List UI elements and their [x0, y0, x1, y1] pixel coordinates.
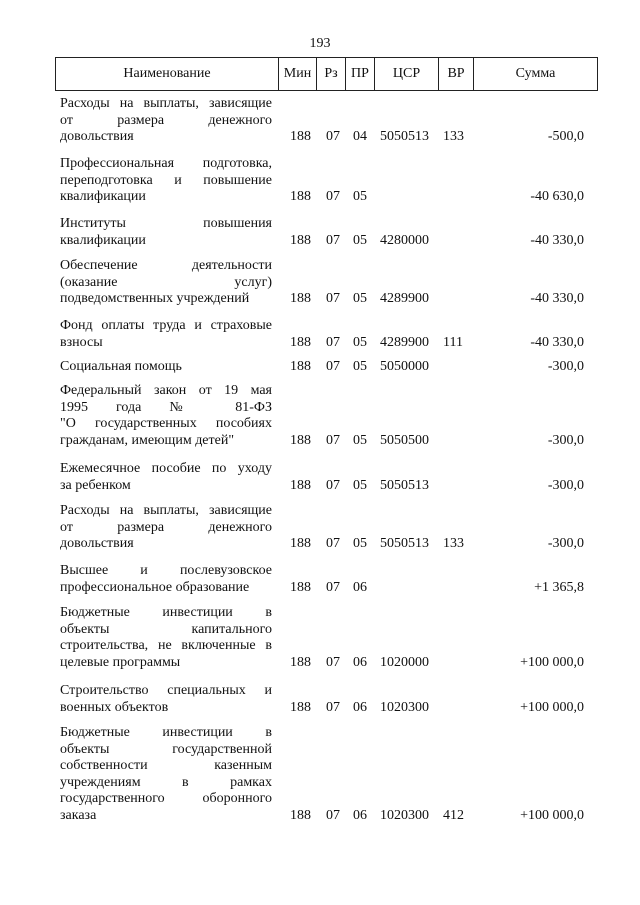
row-name: [60, 383, 272, 449]
cell-min: 188: [290, 699, 311, 715]
row-name-line: Расходы на выплаты, зависящие: [60, 503, 272, 518]
cell-pr: 06: [353, 654, 367, 670]
row-name: [60, 359, 272, 376]
cell-sum: -40 330,0: [530, 232, 584, 248]
cell-rz: 07: [326, 579, 340, 595]
row-name: [60, 503, 272, 553]
row-name-line: целевые программы: [60, 654, 181, 670]
row-name: [60, 258, 272, 308]
cell-sum: +100 000,0: [520, 699, 584, 715]
row-name-line: собственности казенным: [60, 758, 272, 773]
row-name-line: квалификации: [60, 232, 146, 248]
row-name-line: (оказание услуг): [60, 274, 272, 290]
row-name-line: переподготовка и повышение: [60, 172, 272, 188]
row-name-line: Бюджетные инвестиции в: [60, 725, 272, 740]
cell-min: 188: [290, 232, 311, 248]
cell-csr: 1020300: [380, 699, 429, 715]
cell-vr: 111: [443, 334, 463, 350]
cell-rz: 07: [326, 477, 340, 493]
row-name-line: заказа: [60, 807, 97, 823]
row-name: [60, 563, 272, 596]
row-name: [60, 683, 272, 716]
row-name-line: военных объектов: [60, 699, 169, 715]
cell-pr: 05: [353, 432, 367, 448]
cell-sum: +100 000,0: [520, 654, 584, 670]
table-row: [0, 725, 640, 824]
row-name-line: строительства, не включенные в: [60, 638, 272, 653]
table-row: [0, 461, 640, 494]
cell-pr: 05: [353, 291, 367, 306]
cell-min: 188: [290, 477, 311, 493]
row-name-line: профессиональное образование: [60, 579, 250, 595]
cell-pr: 06: [353, 699, 367, 715]
cell-min: 188: [290, 536, 311, 551]
cell-sum: -300,0: [547, 359, 584, 374]
cell-sum: -500,0: [547, 129, 584, 144]
column-header-min: Мин: [279, 58, 317, 91]
cell-min: 188: [290, 129, 311, 144]
row-name-line: Обеспечение деятельности: [60, 258, 272, 273]
cell-rz: 07: [326, 291, 340, 306]
cell-sum: +1 365,8: [534, 579, 584, 595]
cell-csr: 5050513: [380, 536, 429, 551]
row-name: [60, 461, 272, 494]
cell-min: 188: [290, 359, 311, 374]
cell-csr: 1020000: [380, 654, 429, 670]
cell-sum: +100 000,0: [520, 807, 584, 823]
table-row: [0, 683, 640, 716]
cell-pr: 05: [353, 232, 367, 248]
row-name-line: Фонд оплаты труда и страховые: [60, 318, 272, 333]
table-row: [0, 318, 640, 351]
row-name: [60, 605, 272, 671]
table-row: [0, 156, 640, 206]
row-name-line: Социальная помощь: [60, 359, 182, 374]
cell-min: 188: [290, 654, 311, 670]
cell-pr: 05: [353, 189, 367, 204]
row-name-line: Бюджетные инвестиции в: [60, 605, 272, 620]
row-name-line: учреждениям в рамках: [60, 774, 272, 790]
row-name-line: квалификации: [60, 189, 146, 204]
page-number: 193: [309, 36, 331, 51]
row-name-line: за ребенком: [60, 477, 131, 493]
cell-pr: 05: [353, 477, 367, 493]
cell-csr: 1020300: [380, 807, 429, 823]
column-header-rz: Рз: [317, 58, 346, 91]
table-row: [0, 216, 640, 249]
row-name-line: подведомственных учреждений: [60, 291, 250, 306]
cell-pr: 05: [353, 536, 367, 551]
row-name-line: 1995 года № 81-ФЗ: [60, 399, 272, 415]
row-name: [60, 318, 272, 351]
cell-csr: 5050500: [380, 432, 429, 448]
cell-vr: 412: [443, 807, 464, 823]
cell-min: 188: [290, 334, 311, 350]
row-name-line: от размера денежного: [60, 112, 272, 128]
row-name-line: довольствия: [60, 536, 134, 551]
row-name: [60, 216, 272, 249]
cell-pr: 04: [353, 129, 367, 144]
cell-min: 188: [290, 291, 311, 306]
row-name: [60, 156, 272, 206]
cell-min: 188: [290, 189, 311, 204]
cell-rz: 07: [326, 129, 340, 144]
cell-sum: -40 330,0: [530, 334, 584, 350]
cell-pr: 06: [353, 579, 367, 595]
cell-sum: -300,0: [547, 477, 584, 493]
cell-sum: -40 630,0: [530, 189, 584, 204]
row-name-line: от размера денежного: [60, 519, 272, 535]
cell-vr: 133: [443, 129, 464, 144]
row-name-line: Ежемесячное пособие по уходу: [60, 461, 272, 476]
cell-sum: -300,0: [547, 536, 584, 551]
cell-rz: 07: [326, 654, 340, 670]
cell-rz: 07: [326, 189, 340, 204]
table-row: [0, 503, 640, 553]
table-row: [0, 258, 640, 308]
row-name-line: объекты государственной: [60, 741, 272, 757]
row-name-line: "О государственных пособиях: [60, 416, 272, 431]
row-name-line: объекты капитального: [60, 621, 272, 637]
cell-min: 188: [290, 579, 311, 595]
row-name: [60, 725, 272, 824]
row-name-line: взносы: [60, 334, 103, 350]
cell-csr: 5050000: [380, 359, 429, 374]
cell-rz: 07: [326, 699, 340, 715]
cell-pr: 06: [353, 807, 367, 823]
table-row: [0, 96, 640, 146]
cell-pr: 05: [353, 334, 367, 350]
cell-rz: 07: [326, 432, 340, 448]
table-row: [0, 359, 640, 376]
row-name-line: Строительство специальных и: [60, 683, 272, 698]
cell-sum: -300,0: [547, 432, 584, 448]
table-row: [0, 563, 640, 596]
cell-sum: -40 330,0: [530, 291, 584, 306]
column-header-csr: ЦСР: [375, 58, 439, 91]
column-header-vr: ВР: [439, 58, 474, 91]
cell-rz: 07: [326, 359, 340, 374]
column-header-sum: Сумма: [474, 58, 598, 91]
column-header-name: Наименование: [56, 58, 279, 91]
row-name-line: Профессиональная подготовка,: [60, 156, 272, 171]
row-name-line: Высшее и послевузовское: [60, 563, 272, 578]
cell-rz: 07: [326, 536, 340, 551]
column-header-pr: ПР: [346, 58, 375, 91]
cell-rz: 07: [326, 807, 340, 823]
cell-csr: 5050513: [380, 477, 429, 493]
cell-min: 188: [290, 432, 311, 448]
cell-rz: 07: [326, 334, 340, 350]
cell-csr: 5050513: [380, 129, 429, 144]
cell-rz: 07: [326, 232, 340, 248]
row-name-line: Федеральный закон от 19 мая: [60, 383, 272, 398]
cell-pr: 05: [353, 359, 367, 374]
table-row: [0, 383, 640, 449]
cell-min: 188: [290, 807, 311, 823]
row-name-line: Институты повышения: [60, 216, 272, 231]
cell-csr: 4289900: [380, 334, 429, 350]
row-name-line: гражданам, имеющим детей": [60, 432, 235, 448]
cell-csr: 4280000: [380, 232, 429, 248]
row-name: [60, 96, 272, 146]
cell-csr: 4289900: [380, 291, 429, 306]
cell-vr: 133: [443, 536, 464, 551]
table-row: [0, 605, 640, 671]
row-name-line: государственного оборонного: [60, 791, 272, 806]
row-name-line: Расходы на выплаты, зависящие: [60, 96, 272, 111]
row-name-line: довольствия: [60, 129, 134, 144]
